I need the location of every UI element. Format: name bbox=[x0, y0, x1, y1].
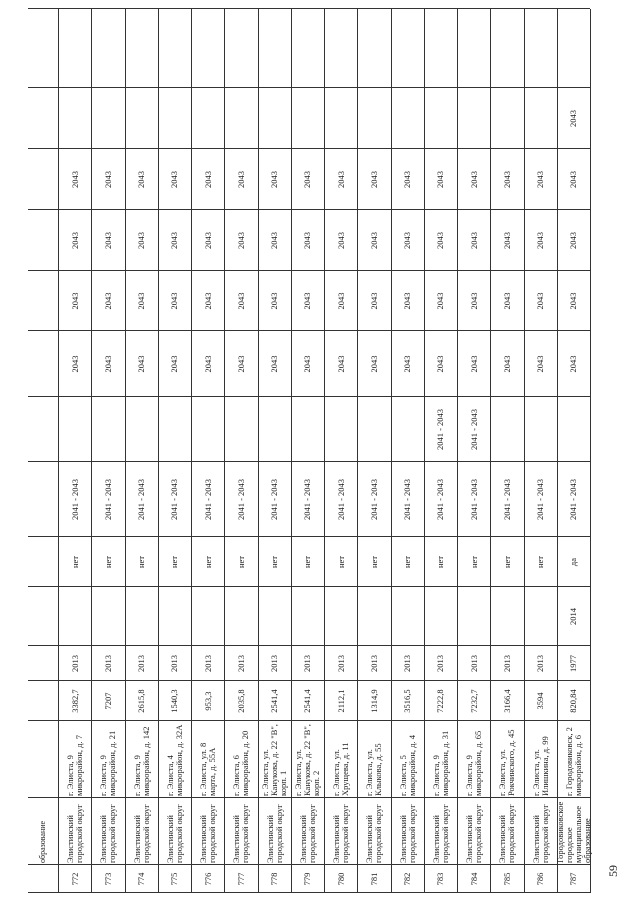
cell-year-1: 2043 bbox=[269, 355, 280, 373]
cell-flag: нет bbox=[535, 555, 546, 569]
cell-address: г. Элиста, 4 микрорайон, д. 32А bbox=[164, 724, 184, 796]
cell-repair-year bbox=[225, 587, 257, 646]
cell-year-built: 2013 bbox=[136, 655, 147, 672]
column-divider bbox=[28, 330, 590, 331]
cell-flag: нет bbox=[302, 555, 313, 569]
cell-year-4: 2043 bbox=[335, 171, 346, 188]
table-row bbox=[490, 9, 523, 893]
table-row bbox=[191, 9, 224, 893]
cell-extra-period bbox=[558, 397, 590, 462]
cell-year-built: 2013 bbox=[302, 655, 313, 672]
cell-area: 3166,4 bbox=[501, 689, 512, 713]
cell-year-1: 2043 bbox=[235, 355, 246, 373]
column-divider bbox=[28, 148, 590, 149]
column-divider bbox=[28, 87, 590, 88]
cell-repair-year bbox=[358, 587, 390, 646]
cell-period: 2041 - 2043 bbox=[69, 478, 80, 521]
cell-area: 3516,5 bbox=[402, 689, 413, 713]
cell-year-built: 2013 bbox=[269, 655, 280, 672]
cell-flag: нет bbox=[102, 555, 113, 569]
cell-year-3: 2043 bbox=[202, 232, 213, 249]
cell-flag: нет bbox=[501, 555, 512, 569]
cell-year-1: 2043 bbox=[136, 355, 147, 373]
cell-year-1: 2043 bbox=[368, 355, 379, 373]
cell-period: 2041 - 2043 bbox=[102, 478, 113, 521]
cell-year-built: 1977 bbox=[568, 655, 579, 672]
cell-year-1: 2043 bbox=[468, 355, 479, 373]
cell-municipality: Элистинский городской округ bbox=[464, 804, 484, 863]
table-row bbox=[424, 9, 457, 893]
cell-year-5 bbox=[525, 88, 557, 149]
cell-row-number: 787 bbox=[568, 872, 579, 886]
table-row bbox=[324, 9, 357, 893]
cell-municipality: Элистинский городской округ bbox=[397, 804, 417, 863]
cell-flag: нет bbox=[169, 555, 180, 569]
cell-year-built: 2013 bbox=[202, 655, 213, 672]
cell-address: г. Элиста, ул. Канукова, д. 22 "В", корп. 2 bbox=[293, 724, 322, 796]
cell-year-4: 2043 bbox=[568, 171, 579, 188]
cell-municipality: Элистинский городской округ bbox=[297, 804, 317, 863]
cell-year-2: 2043 bbox=[235, 292, 246, 310]
table-bottom-border bbox=[590, 9, 591, 893]
cell-municipality: Элистинский городской округ bbox=[198, 804, 218, 863]
cell-year-1: 2043 bbox=[435, 355, 446, 373]
cell-period: 2041 - 2043 bbox=[235, 478, 246, 521]
cell-row-number: 779 bbox=[302, 872, 313, 886]
cell-flag: нет bbox=[468, 555, 479, 569]
cell-year-built: 2013 bbox=[69, 655, 80, 672]
cell-flag: нет bbox=[435, 555, 446, 569]
cell-year-built: 2013 bbox=[368, 655, 379, 672]
cell-year-2: 2043 bbox=[136, 292, 147, 310]
cell-year-3: 2043 bbox=[269, 232, 280, 249]
cell-year-3: 2043 bbox=[501, 232, 512, 249]
cell-municipality: Элистинский городской округ bbox=[264, 804, 284, 863]
cell-row-number: 777 bbox=[235, 872, 246, 886]
cell-flag: нет bbox=[69, 555, 80, 569]
cell-year-built: 2013 bbox=[169, 655, 180, 672]
cell-year-4: 2043 bbox=[269, 171, 280, 188]
cell-municipality: Городовиковское городское муниципальное образование bbox=[555, 801, 592, 863]
cell-area: 7207 bbox=[102, 692, 113, 710]
cell-period: 2041 - 2043 bbox=[202, 478, 213, 521]
cell-year-3: 2043 bbox=[102, 232, 113, 249]
cell-repair-year bbox=[92, 587, 124, 646]
cell-year-3: 2043 bbox=[535, 232, 546, 249]
table-row bbox=[357, 9, 390, 893]
cell-row-number: 776 bbox=[202, 872, 213, 886]
cell-period: 2041 - 2043 bbox=[468, 478, 479, 521]
cell-repair-year bbox=[458, 587, 490, 646]
cell-address: г. Элиста, 9 микрорайон, д. 65 bbox=[464, 730, 484, 796]
table-row bbox=[524, 9, 557, 893]
cell-year-2: 2043 bbox=[368, 292, 379, 310]
cell-year-4: 2043 bbox=[302, 171, 313, 188]
column-divider bbox=[28, 396, 590, 397]
cell-year-3: 2043 bbox=[402, 232, 413, 249]
cell-extra-period bbox=[192, 397, 224, 462]
cell-area: 2615,8 bbox=[136, 689, 147, 713]
cell-area: 1314,9 bbox=[368, 689, 379, 713]
cell-year-2: 2043 bbox=[169, 292, 180, 310]
cell-year-1: 2043 bbox=[501, 355, 512, 373]
cell-year-2: 2043 bbox=[102, 292, 113, 310]
table-row bbox=[91, 9, 124, 893]
cell-extra-period bbox=[491, 397, 523, 462]
cell-year-2: 2043 bbox=[468, 292, 479, 310]
cell-period: 2041 - 2043 bbox=[435, 478, 446, 521]
cell-year-5 bbox=[225, 88, 257, 149]
cell-row-number: 783 bbox=[435, 872, 446, 886]
table-row bbox=[158, 9, 191, 893]
cell-year-5 bbox=[425, 88, 457, 149]
cell-municipality: Элистинский городской округ bbox=[98, 804, 118, 863]
cell-year-built: 2013 bbox=[435, 655, 446, 672]
cell-area: 820,84 bbox=[568, 689, 579, 713]
cell-address: г. Элиста, 9 микрорайон, д. 7 bbox=[65, 734, 85, 796]
cell-row-number: 780 bbox=[335, 872, 346, 886]
cell-municipality: Элистинский городской округ bbox=[331, 804, 351, 863]
cell-area: 2541,4 bbox=[269, 689, 280, 713]
cell-municipality: Элистинский городской округ bbox=[65, 804, 85, 863]
cell-year-4: 2043 bbox=[435, 171, 446, 188]
cell-year-4: 2043 bbox=[468, 171, 479, 188]
cell-year-1: 2043 bbox=[302, 355, 313, 373]
cell-row-number: 778 bbox=[269, 872, 280, 886]
cell-row-number: 786 bbox=[535, 872, 546, 886]
cell-period: 2041 - 2043 bbox=[169, 478, 180, 521]
cell-repair-year bbox=[525, 587, 557, 646]
cell-year-1: 2043 bbox=[402, 355, 413, 373]
cell-flag: нет bbox=[235, 555, 246, 569]
cell-year-1: 2043 bbox=[568, 355, 579, 373]
cell-row-number: 784 bbox=[468, 872, 479, 886]
cell-year-2: 2043 bbox=[69, 292, 80, 310]
cell-year-4: 2043 bbox=[402, 171, 413, 188]
cell-municipality: Элистинский городской округ bbox=[430, 804, 450, 863]
cell-year-1: 2043 bbox=[69, 355, 80, 373]
cell-repair-year bbox=[59, 587, 91, 646]
cell-year-2: 2043 bbox=[335, 292, 346, 310]
cell-year-built: 2013 bbox=[335, 655, 346, 672]
cell-repair-year bbox=[392, 587, 424, 646]
cell-period: 2041 - 2043 bbox=[368, 478, 379, 521]
cell-year-1: 2043 bbox=[102, 355, 113, 373]
column-divider bbox=[28, 720, 590, 721]
column-divider bbox=[28, 270, 590, 271]
cell-year-5 bbox=[358, 88, 390, 149]
cell-year-5 bbox=[292, 88, 324, 149]
cell-extra-period: 2041 - 2043 bbox=[435, 408, 446, 451]
column-divider bbox=[28, 536, 590, 537]
cell-municipality: Элистинский городской округ bbox=[164, 804, 184, 863]
cell-year-built: 2013 bbox=[468, 655, 479, 672]
cell-address: г. Элиста, ул. 8 марта, д. 55А bbox=[198, 742, 218, 796]
cell-address: г. Городовиковск, 2 микрорайон, д. 6 bbox=[563, 727, 583, 796]
cell-year-3: 2043 bbox=[136, 232, 147, 249]
cell-address: г. Элиста, ул. Рокчинского, д. 45 bbox=[497, 729, 517, 796]
page-number: 59 bbox=[606, 865, 620, 877]
cell-area: 953,3 bbox=[202, 691, 213, 711]
cell-address: г. Элиста, 6 микрорайон, д. 20 bbox=[231, 730, 251, 796]
cell-address: г. Элиста, ул. Хрущева, д. 11 bbox=[331, 742, 351, 796]
cell-year-4: 2043 bbox=[102, 171, 113, 188]
cell-extra-period bbox=[325, 397, 357, 462]
cell-year-4: 2043 bbox=[69, 171, 80, 188]
cell-address: г. Элиста, ул. Клыкова, д. 55 bbox=[364, 743, 384, 796]
cell-address: г. Элиста, 9 микрорайон, д. 31 bbox=[430, 730, 450, 796]
cell-area: 2112,1 bbox=[335, 689, 346, 713]
cell-extra-period bbox=[392, 397, 424, 462]
column-divider bbox=[28, 864, 590, 865]
cell-repair-year: 2014 bbox=[568, 608, 579, 625]
table-row bbox=[224, 9, 257, 893]
cell-repair-year bbox=[325, 587, 357, 646]
cell-year-1: 2043 bbox=[535, 355, 546, 373]
cell-area: 7232,7 bbox=[468, 689, 479, 713]
cell-address: г. Элиста, 5 микрорайон, д. 4 bbox=[397, 734, 417, 796]
cell-repair-year bbox=[491, 587, 523, 646]
cell-year-5: 2043 bbox=[568, 110, 579, 127]
cell-row-number: 775 bbox=[169, 872, 180, 886]
cell-year-2: 2043 bbox=[402, 292, 413, 310]
cell-repair-year bbox=[192, 587, 224, 646]
cell-municipality: Элистинский городской округ bbox=[530, 804, 550, 863]
cell-year-5 bbox=[92, 88, 124, 149]
cell-period: 2041 - 2043 bbox=[136, 478, 147, 521]
cell-year-5 bbox=[59, 88, 91, 149]
table-row bbox=[258, 9, 291, 893]
cell-year-5 bbox=[192, 88, 224, 149]
cell-year-4: 2043 bbox=[235, 171, 246, 188]
cell-year-3: 2043 bbox=[169, 232, 180, 249]
cell-area: 7222,8 bbox=[435, 689, 446, 713]
cell-year-5 bbox=[325, 88, 357, 149]
table-row bbox=[457, 9, 490, 893]
cell-extra-period bbox=[92, 397, 124, 462]
cell-area: 2541,4 bbox=[302, 689, 313, 713]
cell-municipality: Элистинский городской округ bbox=[231, 804, 251, 863]
cell-year-1: 2043 bbox=[335, 355, 346, 373]
cell-extra-period bbox=[525, 397, 557, 462]
column-divider bbox=[28, 8, 590, 9]
cell-extra-period bbox=[259, 397, 291, 462]
cell-year-1: 2043 bbox=[169, 355, 180, 373]
column-divider bbox=[28, 680, 590, 681]
cell-period: 2041 - 2043 bbox=[501, 478, 512, 521]
table-row bbox=[291, 9, 324, 893]
cell-year-5 bbox=[159, 88, 191, 149]
cell-municipality: Элистинский городской округ bbox=[364, 804, 384, 863]
cell-year-4: 2043 bbox=[535, 171, 546, 188]
cell-year-2: 2043 bbox=[269, 292, 280, 310]
cell-address: г. Элиста, 9 микрорайон, д. 21 bbox=[98, 730, 118, 796]
header-municipality: образование bbox=[37, 820, 47, 863]
table-row bbox=[125, 9, 158, 893]
cell-year-4: 2043 bbox=[501, 171, 512, 188]
cell-extra-period bbox=[225, 397, 257, 462]
cell-period: 2041 - 2043 bbox=[302, 478, 313, 521]
column-divider bbox=[28, 461, 590, 462]
cell-year-2: 2043 bbox=[435, 292, 446, 310]
cell-year-3: 2043 bbox=[69, 232, 80, 249]
cell-year-3: 2043 bbox=[335, 232, 346, 249]
cell-year-2: 2043 bbox=[535, 292, 546, 310]
cell-flag: нет bbox=[368, 555, 379, 569]
cell-year-3: 2043 bbox=[235, 232, 246, 249]
cell-area: 1540,3 bbox=[169, 689, 180, 713]
cell-extra-period bbox=[358, 397, 390, 462]
cell-repair-year bbox=[425, 587, 457, 646]
cell-year-built: 2013 bbox=[535, 655, 546, 672]
cell-flag: нет bbox=[269, 555, 280, 569]
cell-extra-period bbox=[126, 397, 158, 462]
cell-year-4: 2043 bbox=[368, 171, 379, 188]
cell-municipality: Элистинский городской округ bbox=[131, 804, 151, 863]
cell-period: 2041 - 2043 bbox=[535, 478, 546, 521]
cell-area: 3594 bbox=[535, 692, 546, 710]
table-row bbox=[391, 9, 424, 893]
cell-year-2: 2043 bbox=[202, 292, 213, 310]
table-row bbox=[58, 9, 91, 893]
cell-period: 2041 - 2043 bbox=[402, 478, 413, 521]
cell-year-4: 2043 bbox=[202, 171, 213, 188]
cell-year-built: 2013 bbox=[402, 655, 413, 672]
cell-extra-period: 2041 - 2043 bbox=[468, 408, 479, 451]
cell-year-2: 2043 bbox=[302, 292, 313, 310]
column-divider bbox=[28, 586, 590, 587]
cell-address: г. Элиста, 9 микрорайон, д. 142 bbox=[131, 726, 151, 796]
cell-area: 3382,7 bbox=[69, 689, 80, 713]
cell-address: г. Элиста, ул. Канукова, д. 22 "В", корп. 1 bbox=[260, 724, 289, 796]
cell-repair-year bbox=[292, 587, 324, 646]
cell-row-number: 785 bbox=[501, 872, 512, 886]
cell-municipality: Элистинский городской округ bbox=[497, 804, 517, 863]
cell-year-3: 2043 bbox=[368, 232, 379, 249]
cell-flag: нет bbox=[202, 555, 213, 569]
cell-period: 2041 - 2043 bbox=[568, 478, 579, 521]
cell-year-5 bbox=[491, 88, 523, 149]
column-divider bbox=[28, 209, 590, 210]
cell-extra-period bbox=[292, 397, 324, 462]
cell-year-built: 2013 bbox=[501, 655, 512, 672]
cell-year-4: 2043 bbox=[136, 171, 147, 188]
cell-year-5 bbox=[126, 88, 158, 149]
cell-year-2: 2043 bbox=[501, 292, 512, 310]
cell-area: 2035,8 bbox=[235, 689, 246, 713]
cell-year-5 bbox=[259, 88, 291, 149]
cell-year-3: 2043 bbox=[468, 232, 479, 249]
cell-extra-period bbox=[59, 397, 91, 462]
cell-year-4: 2043 bbox=[169, 171, 180, 188]
cell-flag: нет bbox=[136, 555, 147, 569]
cell-repair-year bbox=[126, 587, 158, 646]
cell-address: г. Элиста, ул. Илишкина, д. 99 bbox=[530, 736, 550, 796]
cell-flag: да bbox=[568, 557, 579, 567]
cell-period: 2041 - 2043 bbox=[335, 478, 346, 521]
cell-flag: нет bbox=[335, 555, 346, 569]
cell-extra-period bbox=[159, 397, 191, 462]
column-divider bbox=[28, 645, 590, 646]
cell-year-3: 2043 bbox=[435, 232, 446, 249]
cell-year-built: 2013 bbox=[102, 655, 113, 672]
cell-period: 2041 - 2043 bbox=[269, 478, 280, 521]
cell-year-3: 2043 bbox=[302, 232, 313, 249]
cell-row-number: 772 bbox=[69, 872, 80, 886]
cell-year-3: 2043 bbox=[568, 232, 579, 249]
cell-row-number: 774 bbox=[136, 872, 147, 886]
cell-row-number: 782 bbox=[402, 872, 413, 886]
cell-year-2: 2043 bbox=[568, 292, 579, 310]
register-table bbox=[28, 9, 590, 893]
cell-row-number: 781 bbox=[368, 872, 379, 886]
cell-year-1: 2043 bbox=[202, 355, 213, 373]
table-header-row bbox=[28, 9, 58, 893]
cell-flag: нет bbox=[402, 555, 413, 569]
table-row bbox=[557, 9, 590, 893]
cell-year-5 bbox=[392, 88, 424, 149]
cell-row-number: 773 bbox=[102, 872, 113, 886]
column-divider bbox=[28, 892, 590, 893]
cell-year-5 bbox=[458, 88, 490, 149]
cell-repair-year bbox=[259, 587, 291, 646]
cell-repair-year bbox=[159, 587, 191, 646]
cell-year-built: 2013 bbox=[235, 655, 246, 672]
column-divider bbox=[28, 797, 590, 798]
